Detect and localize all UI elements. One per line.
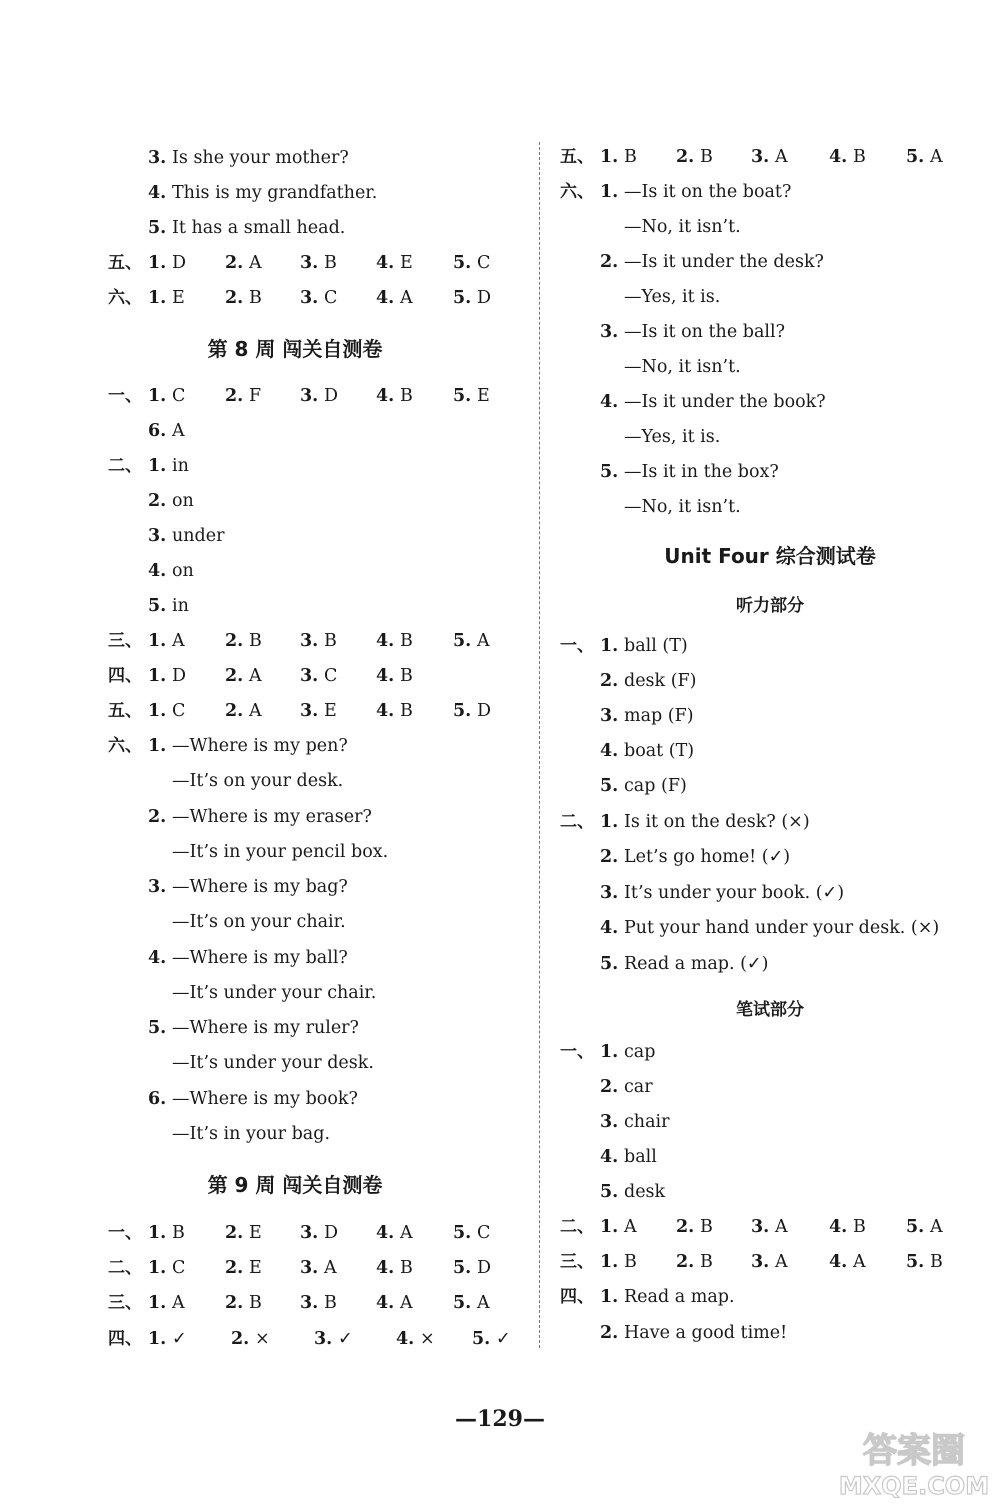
item-answer: on (172, 561, 194, 581)
answer-row (0, 694, 540, 729)
item-answer: E (477, 386, 490, 406)
answer-row (0, 1251, 540, 1286)
item-number: 4. (376, 1258, 395, 1278)
item-answer: under (172, 526, 225, 546)
item-number: 3. (600, 322, 619, 342)
item-number: 2. (600, 1077, 619, 1097)
item-answer: E (249, 1258, 262, 1278)
item-answer: A (775, 1217, 788, 1237)
section-label: 二、 (560, 812, 594, 832)
item-answer: B (400, 1258, 413, 1278)
item-number: 1. (148, 456, 167, 476)
item-answer: B (249, 288, 262, 308)
item-answer: B (700, 1252, 713, 1272)
item-answer: B (324, 1293, 337, 1313)
item-number: 4. (376, 386, 395, 406)
item-number: 2. (600, 671, 619, 691)
item-number: 5. (148, 218, 167, 238)
answer-row (0, 449, 540, 484)
item-answer: E (400, 253, 413, 273)
item-answer: B (400, 386, 413, 406)
item-number: 4. (396, 1329, 415, 1349)
item-number: 5. (453, 288, 472, 308)
item-number: 5. (600, 776, 619, 796)
item-answer: A (172, 1293, 185, 1313)
item-number: 1. (600, 636, 619, 656)
item-number: 5. (148, 1018, 167, 1038)
answer-row (540, 1175, 1000, 1210)
item-number: 4. (600, 918, 619, 938)
answer-row (540, 699, 1000, 734)
item-number: 1. (148, 631, 167, 651)
item-answer: A (930, 1217, 943, 1237)
item-number: 3. (148, 148, 167, 168)
answer-row (0, 414, 540, 449)
item-number: 6. (148, 1088, 167, 1109)
section-label: 三、 (108, 1293, 142, 1313)
item-number: 5. (453, 1258, 472, 1278)
section-label: 二、 (560, 1217, 594, 1237)
answer-row (540, 947, 1000, 982)
dialog-text: —It’s on your desk. (172, 771, 344, 791)
item-number: 3. (300, 1258, 319, 1278)
dialog-question: —Where is my ruler? (172, 1018, 359, 1038)
dialog-text: —Yes, it is. (624, 287, 721, 307)
item-number: 1. (148, 666, 167, 686)
item-answer: It’s under your book. (✓) (624, 882, 845, 903)
item-answer: A (477, 631, 490, 651)
dialog-text: —Yes, it is. (624, 427, 721, 447)
item-answer: A (249, 701, 262, 721)
item-answer: B (249, 1293, 262, 1313)
item-answer: A (172, 421, 185, 441)
item-number: 2. (225, 288, 244, 308)
item-answer: B (624, 147, 637, 167)
item-number: 5. (906, 1252, 925, 1272)
section-label: 二、 (108, 1258, 142, 1278)
dialog-text: —It’s under your desk. (172, 1053, 374, 1073)
watermark-line2: MXQE.COM (838, 1472, 990, 1500)
item-answer: B (624, 1252, 637, 1272)
section-label: 一、 (108, 1223, 142, 1243)
dialog-text: —It’s in your bag. (172, 1123, 331, 1144)
answer-row (0, 1216, 540, 1251)
item-answer: × (255, 1329, 270, 1349)
item-number: 2. (225, 386, 244, 406)
dialog-question: —Where is my pen? (172, 736, 348, 756)
section-label: 四、 (108, 666, 142, 686)
item-answer: ball (T) (624, 636, 688, 656)
item-number: 4. (376, 253, 395, 273)
item-number: 4. (600, 741, 619, 761)
answer-row (540, 1140, 1000, 1175)
item-answer: D (477, 701, 492, 721)
item-number: 4. (376, 288, 395, 308)
item-answer: B (400, 631, 413, 651)
item-answer: B (930, 1252, 943, 1272)
item-number: 3. (600, 882, 619, 903)
item-answer: B (249, 631, 262, 651)
listening-part-title: 听力部分 (736, 596, 804, 616)
dialog-question: —Is it in the box? (624, 462, 779, 482)
item-answer: C (172, 1258, 186, 1278)
section-label: 四、 (560, 1287, 594, 1307)
item-answer: cap (F) (624, 776, 687, 796)
item-number: 1. (148, 1258, 167, 1278)
week9-title: 第 9 周 闯关自测卷 (207, 1173, 383, 1197)
answer-row (0, 589, 540, 624)
item-answer: Have a good time! (624, 1323, 788, 1343)
item-number: 3. (300, 253, 319, 273)
item-number: 1. (148, 736, 167, 756)
item-answer: C (172, 701, 186, 721)
unit-four-title: Unit Four 综合测试卷 (664, 544, 876, 568)
item-number: 4. (829, 1252, 848, 1272)
item-number: 4. (600, 392, 619, 412)
item-number: 3. (300, 1293, 319, 1313)
item-number: 3. (751, 1252, 770, 1272)
item-number: 5. (906, 1217, 925, 1237)
dialog-text: —It’s in your pencil box. (172, 841, 389, 862)
item-number: 1. (600, 147, 619, 167)
item-number: 2. (600, 847, 619, 867)
item-number: 4. (600, 1147, 619, 1167)
dialog-question: —Where is my eraser? (172, 806, 372, 827)
dialog-question: —Is it on the boat? (624, 182, 792, 202)
answer-row (540, 140, 1000, 175)
item-number: 2. (148, 806, 167, 827)
item-answer: A (172, 631, 185, 651)
item-number: 2. (225, 666, 244, 686)
item-number: 2. (225, 701, 244, 721)
item-number: 1. (148, 1329, 167, 1349)
answer-row (0, 519, 540, 554)
item-number: 2. (225, 1293, 244, 1313)
answer-row (540, 911, 1000, 946)
answer-row (0, 141, 540, 176)
dialog-question: —Is it on the ball? (624, 322, 785, 342)
item-number: 3. (600, 1112, 619, 1132)
item-answer: A (400, 1223, 413, 1243)
answer-row (0, 1286, 540, 1321)
answer-row (0, 176, 540, 211)
answer-row (0, 624, 540, 659)
item-number: 3. (300, 701, 319, 721)
item-number: 2. (231, 1329, 250, 1349)
dialog-text: —No, it isn’t. (624, 497, 741, 517)
item-number: 5. (472, 1329, 491, 1349)
item-number: 3. (314, 1329, 333, 1349)
item-number: 4. (829, 147, 848, 167)
item-number: 2. (148, 491, 167, 511)
item-answer: car (624, 1077, 653, 1097)
item-answer: Let’s go home! (✓) (624, 847, 791, 867)
item-number: 4. (829, 1217, 848, 1237)
answer-row (540, 1035, 1000, 1070)
item-number: 1. (600, 182, 619, 202)
item-answer: Is she your mother? (172, 148, 349, 168)
answer-row (540, 769, 1000, 804)
dialog-question: —Where is my ball? (172, 947, 348, 968)
week8-title: 第 8 周 闯关自测卷 (207, 337, 383, 361)
item-answer: C (324, 666, 338, 686)
item-number: 5. (600, 462, 619, 482)
item-answer: A (775, 1252, 788, 1272)
item-number: 3. (300, 386, 319, 406)
section-label: 六、 (560, 182, 594, 202)
answer-row (0, 554, 540, 589)
item-number: 3. (148, 526, 167, 546)
item-number: 1. (148, 1293, 167, 1313)
answer-row (0, 246, 540, 281)
item-answer: B (400, 666, 413, 686)
watermark-line1: 答案圈 (863, 1431, 965, 1471)
item-number: 3. (300, 288, 319, 308)
item-number: 5. (148, 596, 167, 616)
item-number: 5. (453, 1293, 472, 1313)
item-number: 2. (225, 253, 244, 273)
answer-row (540, 1105, 1000, 1140)
watermark-logo (834, 1422, 994, 1504)
item-answer: Read a map. (624, 1287, 735, 1307)
item-answer: D (324, 386, 339, 406)
item-number: 5. (453, 386, 472, 406)
item-number: 3. (148, 877, 167, 897)
answer-row (0, 659, 540, 694)
answer-row (540, 1210, 1000, 1245)
item-number: 1. (600, 1287, 619, 1307)
answer-row (0, 484, 540, 519)
item-number: 3. (300, 1223, 319, 1243)
item-number: 1. (600, 1252, 619, 1272)
item-answer: cap (624, 1042, 656, 1062)
dialog-text: —No, it isn’t. (624, 357, 741, 377)
item-answer: B (853, 1217, 866, 1237)
item-answer: A (324, 1258, 337, 1278)
answer-row (540, 629, 1000, 664)
answer-row (0, 281, 540, 316)
item-answer: Read a map. (✓) (624, 953, 769, 974)
answer-row (540, 840, 1000, 875)
item-number: 4. (148, 561, 167, 581)
item-number: 3. (751, 147, 770, 167)
item-answer: in (172, 456, 189, 476)
item-number: 2. (600, 1323, 619, 1343)
answer-row (540, 1280, 1000, 1315)
item-answer: chair (624, 1112, 670, 1132)
section-label: 二、 (108, 456, 142, 476)
item-number: 1. (148, 701, 167, 721)
item-answer: desk (F) (624, 671, 697, 691)
item-answer: A (249, 253, 262, 273)
item-answer: Is it on the desk? (×) (624, 812, 810, 832)
answer-row (540, 734, 1000, 769)
item-answer: F (249, 386, 262, 406)
item-answer: E (324, 701, 337, 721)
item-number: 4. (376, 701, 395, 721)
item-answer: C (477, 1223, 491, 1243)
section-label: 三、 (560, 1252, 594, 1272)
item-answer: E (172, 288, 185, 308)
item-answer: C (324, 288, 338, 308)
item-number: 2. (225, 1258, 244, 1278)
item-number: 2. (225, 631, 244, 651)
item-answer: E (249, 1223, 262, 1243)
answer-row (540, 876, 1000, 911)
item-answer: B (324, 631, 337, 651)
item-answer: This is my grandfather. (172, 183, 378, 203)
item-number: 3. (600, 706, 619, 726)
item-answer: A (930, 147, 943, 167)
item-number: 5. (453, 701, 472, 721)
item-number: 4. (148, 183, 167, 203)
section-label: 四、 (108, 1329, 142, 1349)
section-label: 一、 (108, 386, 142, 406)
item-number: 1. (148, 386, 167, 406)
item-number: 4. (376, 1293, 395, 1313)
item-answer: Put your hand under your desk. (×) (624, 918, 940, 938)
item-answer: A (400, 288, 413, 308)
item-number: 5. (453, 1223, 472, 1243)
item-answer: ball (624, 1147, 657, 1167)
item-number: 1. (600, 1042, 619, 1062)
item-number: 2. (676, 147, 695, 167)
item-number: 1. (148, 253, 167, 273)
item-answer: A (624, 1217, 637, 1237)
item-number: 3. (300, 666, 319, 686)
answer-row (0, 379, 540, 414)
dialog-question: —Is it under the book? (624, 392, 826, 412)
section-label: 一、 (560, 1042, 594, 1062)
item-answer: B (700, 1217, 713, 1237)
item-answer: D (477, 1258, 492, 1278)
item-number: 1. (600, 812, 619, 832)
item-number: 6. (148, 421, 167, 441)
item-number: 5. (453, 631, 472, 651)
dialog-question: —Where is my book? (172, 1088, 358, 1109)
dialog-question: —Is it under the desk? (624, 252, 824, 272)
item-answer: A (775, 147, 788, 167)
item-answer: desk (624, 1182, 666, 1202)
item-number: 1. (148, 288, 167, 308)
item-answer: D (477, 288, 492, 308)
item-number: 4. (376, 666, 395, 686)
dialog-question: —Where is my bag? (172, 877, 348, 897)
item-answer: ✓ (338, 1329, 353, 1349)
item-answer: A (477, 1293, 490, 1313)
item-number: 5. (453, 253, 472, 273)
item-answer: C (172, 386, 186, 406)
answer-row (540, 1316, 1000, 1351)
dialog-text: —No, it isn’t. (624, 217, 741, 237)
item-answer: D (172, 253, 187, 273)
item-answer: B (400, 701, 413, 721)
section-label: 五、 (560, 147, 594, 167)
item-answer: boat (T) (624, 741, 695, 761)
item-number: 2. (676, 1217, 695, 1237)
item-number: 1. (600, 1217, 619, 1237)
item-number: 1. (148, 1223, 167, 1243)
item-number: 3. (751, 1217, 770, 1237)
dialog-text: —It’s on your chair. (172, 912, 346, 932)
answer-row (540, 664, 1000, 699)
section-label: 三、 (108, 631, 142, 651)
item-number: 2. (225, 1223, 244, 1243)
item-answer: B (700, 147, 713, 167)
item-answer: A (400, 1293, 413, 1313)
item-number: 2. (676, 1252, 695, 1272)
answer-row (0, 1322, 540, 1357)
item-answer: ✓ (172, 1329, 187, 1349)
section-label: 五、 (108, 701, 142, 721)
item-answer: D (324, 1223, 339, 1243)
answer-row (540, 1245, 1000, 1280)
item-answer: A (249, 666, 262, 686)
item-answer: C (477, 253, 491, 273)
item-answer: A (853, 1252, 866, 1272)
item-number: 3. (300, 631, 319, 651)
item-number: 2. (600, 252, 619, 272)
item-number: 5. (906, 147, 925, 167)
section-label: 五、 (108, 253, 142, 273)
item-answer: B (853, 147, 866, 167)
item-answer: × (420, 1329, 435, 1349)
page-number: —129— (455, 1406, 545, 1432)
item-number: 5. (600, 953, 619, 974)
written-part-title: 笔试部分 (736, 1000, 804, 1020)
dialog-text: —It’s under your chair. (172, 982, 377, 1003)
item-answer: B (172, 1223, 185, 1243)
item-answer: in (172, 596, 189, 616)
item-answer: D (172, 666, 187, 686)
item-answer: B (324, 253, 337, 273)
item-answer: on (172, 491, 194, 511)
item-number: 4. (376, 1223, 395, 1243)
answer-row (540, 1070, 1000, 1105)
answer-row (0, 211, 540, 246)
item-number: 5. (600, 1182, 619, 1202)
section-label: 一、 (560, 636, 594, 656)
item-answer: ✓ (496, 1329, 511, 1349)
item-answer: It has a small head. (172, 218, 346, 238)
section-label: 六、 (108, 736, 142, 756)
item-number: 4. (376, 631, 395, 651)
item-number: 4. (148, 947, 167, 968)
item-answer: map (F) (624, 706, 694, 726)
section-label: 六、 (108, 288, 142, 308)
answer-row (540, 805, 1000, 840)
